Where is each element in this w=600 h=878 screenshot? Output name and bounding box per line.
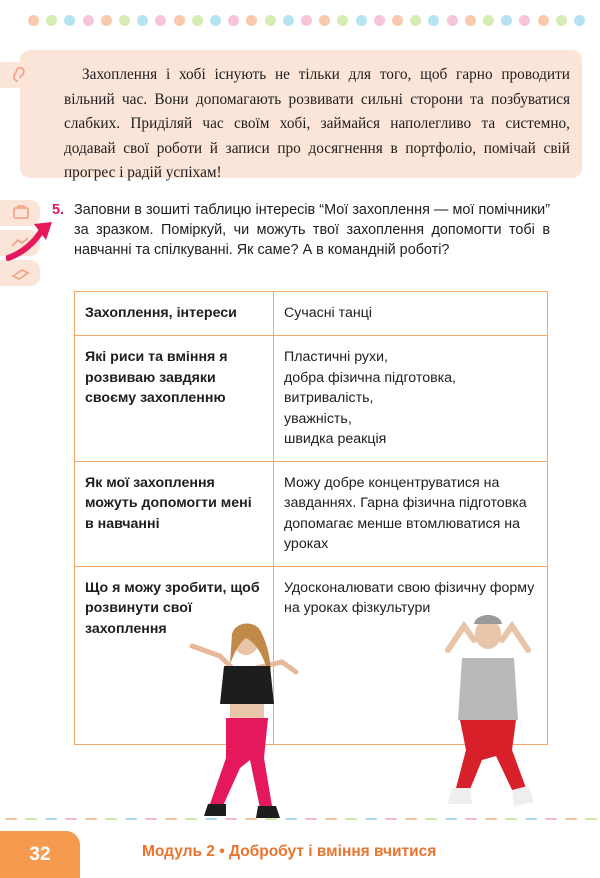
- decorative-dot: [228, 15, 239, 26]
- decorative-dot: [519, 15, 530, 26]
- decorative-dot: [64, 15, 75, 26]
- row-value: Можу добре концентруватися на завданнях. Гарна фізична підготовка допомагає менше втомлюватися на уроках: [274, 461, 548, 566]
- decorative-dot: [538, 15, 549, 26]
- decorative-dot: [465, 15, 476, 26]
- intro-text: Захоплення і хобі існують не тільки для того, щоб гарно проводити вільний час. Вони допомагають розвивати сильні сторони та позбуватися слабких. Приділяй час своїм хобі, займайся наполегливо та системно, додавай свої роботи й записи про досягнення в портфоліо, помічай свій прогрес і радій успіхам!: [64, 66, 570, 181]
- book-icon: [0, 260, 40, 286]
- row-value: Пластичні рухи, добра фізична підготовка, витривалість, уважність, швидка реакція: [274, 336, 548, 462]
- decorative-dot: [192, 15, 203, 26]
- table-row: [75, 292, 548, 336]
- decorative-dot: [410, 15, 421, 26]
- decorative-dot: [428, 15, 439, 26]
- decorative-dot: [101, 15, 112, 26]
- decorative-dot: [392, 15, 403, 26]
- arrow-pointer-icon: [6, 218, 54, 262]
- girl-dancer-image: [172, 618, 312, 824]
- decorative-dot: [337, 15, 348, 26]
- decorative-dot: [46, 15, 57, 26]
- task-text: Заповни в зошиті таблицю інтересів “Мої захоплення — мої помічники” за зразком. Поміркуй, чи можуть твої захоплення допомогти тобі в навчанні та спілкуванні. Як саме? А в командній роботі?: [74, 202, 550, 258]
- decorative-dot: [283, 15, 294, 26]
- boy-dancer-image: [428, 610, 548, 824]
- module-title: Модуль 2 • Добробут і вміння вчитися: [142, 843, 437, 860]
- decorative-dot: [301, 15, 312, 26]
- row-value: Удосконалювати свою фізичну форму на уроках фізкультури: [274, 566, 548, 745]
- row-label: Захоплення, інтереси: [75, 292, 274, 336]
- decorative-dots-top: [28, 15, 588, 27]
- table-row: [75, 461, 548, 566]
- intro-box: [20, 50, 582, 181]
- decorative-dot: [501, 15, 512, 26]
- decorative-dot: [210, 15, 221, 26]
- page-number: 32: [0, 831, 80, 878]
- decorative-dot: [374, 15, 385, 26]
- decorative-dot: [137, 15, 148, 26]
- row-label: Як мої захоплення можуть допомогти мені в навчанні: [75, 461, 274, 566]
- decorative-dot: [447, 15, 458, 26]
- decorative-dot: [556, 15, 567, 26]
- decorative-dot: [174, 15, 185, 26]
- decorative-dot: [155, 15, 166, 26]
- decorative-dot: [319, 15, 330, 26]
- decorative-dot: [574, 15, 585, 26]
- decorative-dot: [83, 15, 94, 26]
- decorative-dashes-bottom: [0, 812, 600, 822]
- decorative-dot: [28, 15, 39, 26]
- decorative-dot: [265, 15, 276, 26]
- decorative-dot: [119, 15, 130, 26]
- row-label: Які риси та вміння я розвиваю завдяки своєму захопленню: [75, 336, 274, 462]
- ear-icon: [0, 62, 40, 88]
- decorative-dot: [356, 15, 367, 26]
- task-number: 5.: [52, 202, 65, 218]
- row-value: Сучасні танці: [274, 292, 548, 336]
- table-row: [75, 336, 548, 462]
- row-label: Що я можу зробити, щоб розвинути свої захоплення: [75, 566, 274, 745]
- decorative-dot: [483, 15, 494, 26]
- decorative-dot: [246, 15, 257, 26]
